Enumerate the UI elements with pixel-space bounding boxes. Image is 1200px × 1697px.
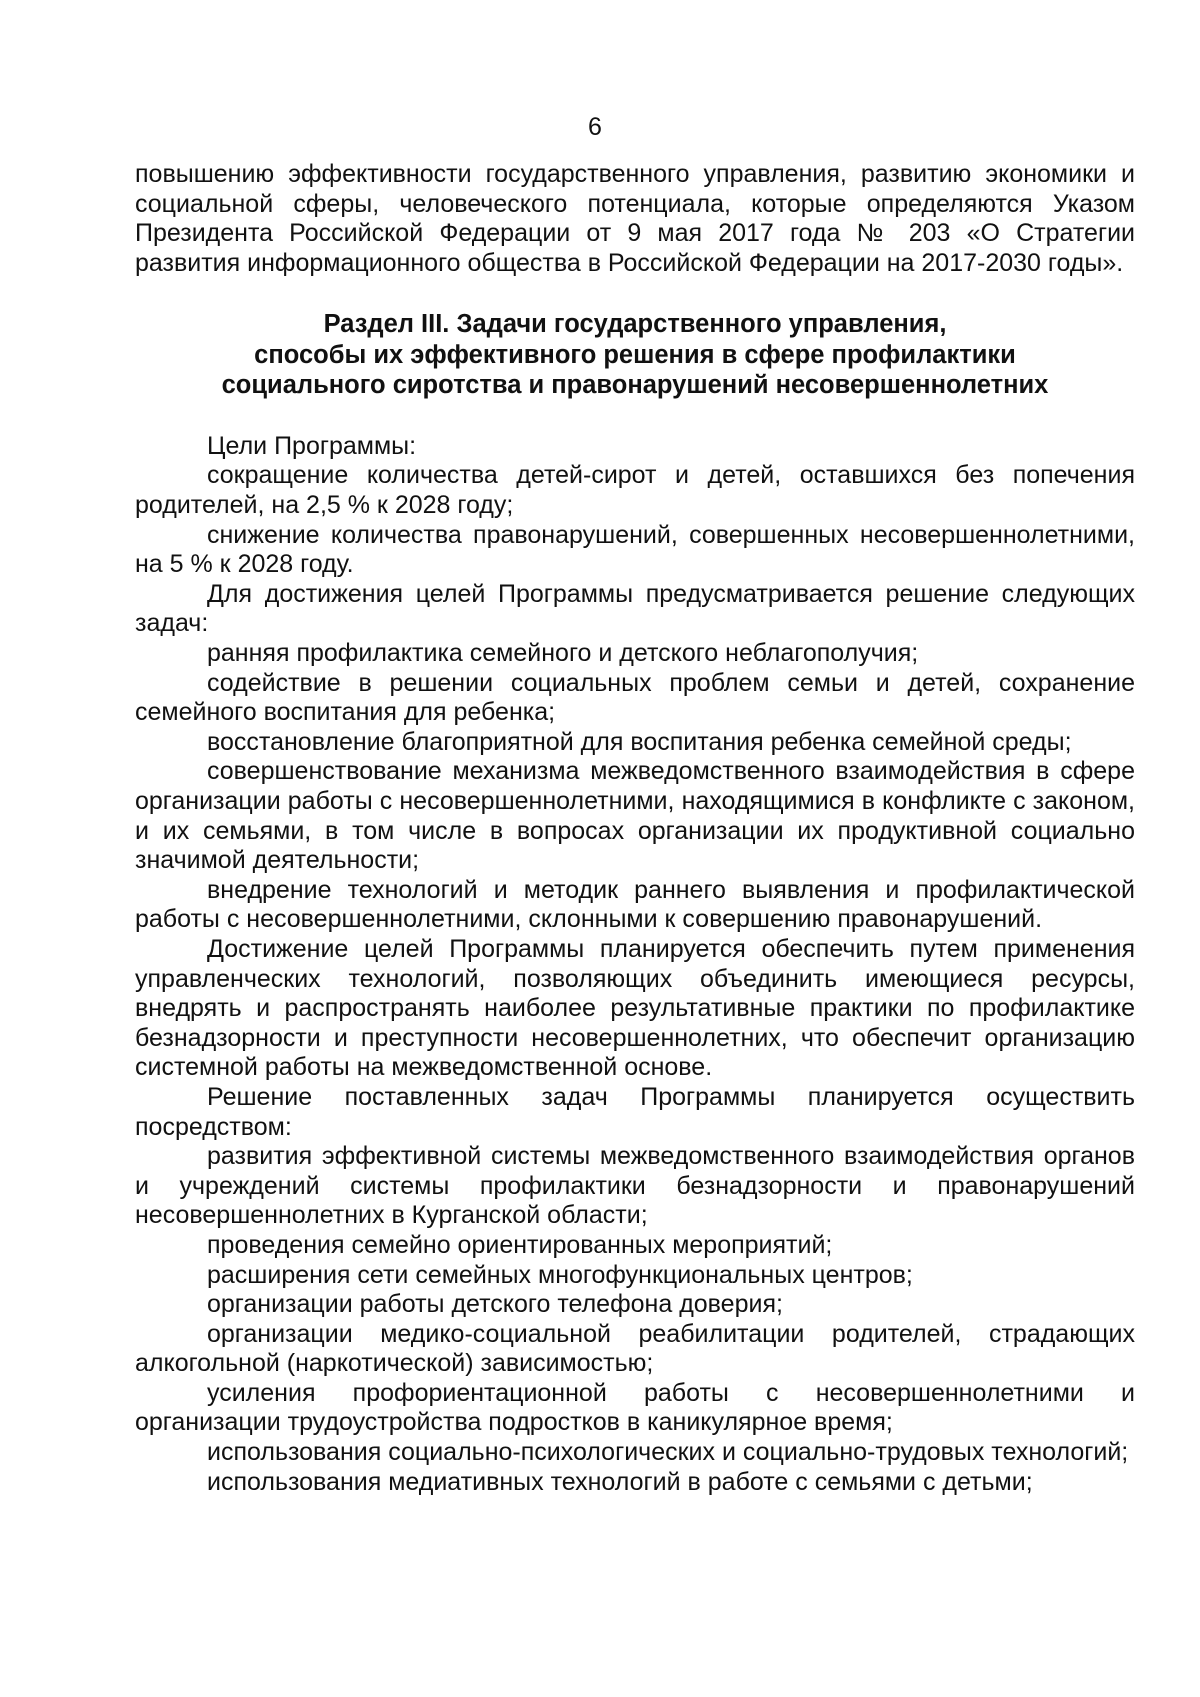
section-heading	[135, 309, 1135, 401]
paragraph-measure-4: организации работы детского телефона доверия;	[207, 1290, 783, 1319]
paragraph-task-3: восстановление благоприятной для воспитания ребенка семейной среды;	[207, 727, 1072, 756]
page-number: 6	[588, 113, 602, 141]
paragraph-measure-2: проведения семейно ориентированных мероприятий;	[207, 1230, 833, 1259]
paragraph-task-2: содействие в решении социальных проблем семьи и детей, сохранение семейного воспитания для ребенка;	[135, 668, 1135, 727]
paragraph-measure-1: развития эффективной системы межведомственного взаимодействия органов и учреждений системы профилактики безнадзорности и правонарушений несовершеннолетних в Курганской области;	[135, 1142, 1135, 1230]
paragraph-measure-6: усиления профориентационной работы с несовершеннолетними и организации трудоустройства подростков в каникулярное время;	[135, 1378, 1135, 1437]
paragraph-measure-8: использования медиативных технологий в работе с семьями с детьми;	[207, 1467, 1033, 1496]
paragraph-tasks-intro: Для достижения целей Программы предусматривается решение следующих задач:	[135, 579, 1135, 638]
paragraph-measure-3: расширения сети семейных многофункциональных центров;	[207, 1260, 913, 1289]
paragraph-goal-2: снижение количества правонарушений, совершенных несовершеннолетними, на 5 % к 2028 году.	[135, 520, 1135, 579]
section-heading-line-2: способы их эффективного решения в сфере профилактики	[254, 340, 1016, 369]
paragraph-task-4: совершенствование механизма межведомственного взаимодействия в сфере организации работы с несовершеннолетними, находящимися в конфликте с законом, и их семьями, в том числе в вопросах организации их продуктивной социально значимой деятельности;	[135, 757, 1135, 875]
section-heading-line-1: Раздел III. Задачи государственного управления,	[323, 310, 947, 339]
paragraph-measure-5: организации медико-социальной реабилитации родителей, страдающих алкогольной (наркотической) зависимостью;	[135, 1319, 1135, 1378]
paragraph-task-5: внедрение технологий и методик раннего выявления и профилактической работы с несовершеннолетними, склонными к совершению правонарушений.	[135, 875, 1135, 934]
paragraph-achievement: Достижение целей Программы планируется обеспечить путем применения управленческих технологий, позволяющих объединить имеющиеся ресурсы, внедрять и распространять наиболее результативные практики по профилактике безнадзорности и преступности несовершеннолетних, что обеспечит организацию системной работы на межведомственной основе.	[135, 934, 1135, 1082]
paragraph-task-1: ранняя профилактика семейного и детского неблагополучия;	[207, 639, 919, 668]
paragraph-solution-intro: Решение поставленных задач Программы планируется осуществить посредством:	[135, 1082, 1135, 1141]
section-heading-line-3: социального сиротства и правонарушений несовершеннолетних	[221, 371, 1049, 400]
paragraph-measure-7: использования социально-психологических и социально-трудовых технологий;	[207, 1438, 1129, 1467]
paragraph-goal-1: сокращение количества детей-сирот и детей, оставшихся без попечения родителей, на 2,5 % к 2028 году;	[135, 461, 1135, 520]
paragraph-goals-title: Цели Программы:	[207, 431, 417, 460]
intro-paragraph: повышению эффективности государственного управления, развитию экономики и социальной сферы, человеческого потенциала, которые определяются Указом Президента Российской Федерации от 9 мая 2017 года № 203 «О Стратегии развития информационного общества в Российской Федерации на 2017-2030 годы».	[135, 160, 1135, 277]
document-body	[135, 160, 1135, 1497]
